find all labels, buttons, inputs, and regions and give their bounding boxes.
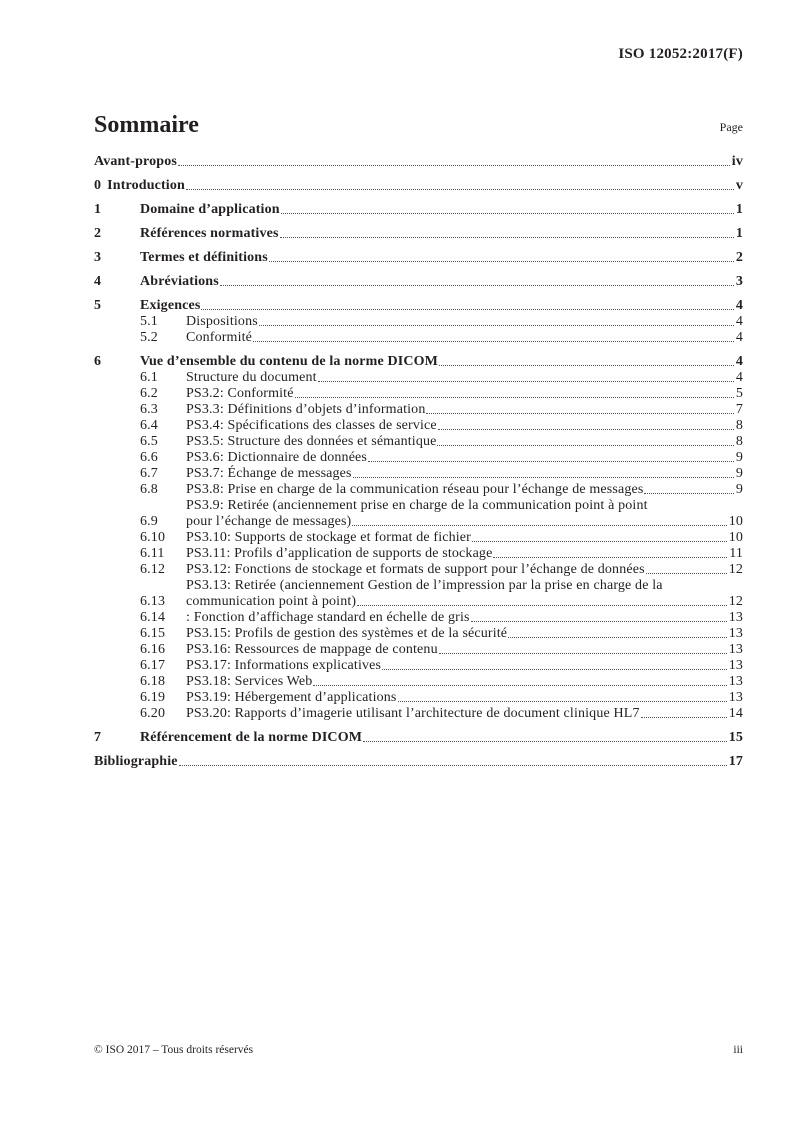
toc-entry-title: PS3.7: Échange de messages (186, 466, 352, 481)
toc-entry-page: iv (731, 154, 743, 169)
dot-leader (644, 493, 733, 494)
toc-entry-number: 6.12 (140, 562, 166, 577)
toc-entry-page: 13 (728, 610, 743, 625)
toc-entry[interactable] (94, 730, 743, 746)
toc-entry-number: 5 (94, 298, 102, 313)
toc-entry[interactable] (94, 434, 743, 450)
toc-entry-page: 11 (729, 546, 743, 561)
toc-entry[interactable] (94, 754, 743, 770)
page-number: iii (733, 1044, 743, 1056)
toc-entry[interactable] (94, 530, 743, 546)
toc-entry-number: 5.1 (140, 314, 158, 329)
toc-entry[interactable] (94, 402, 743, 418)
toc-entry-number: 6.1 (140, 370, 158, 385)
toc-entry[interactable] (94, 250, 743, 266)
toc-entry-page: 13 (728, 674, 743, 689)
toc-entry-number: 6.18 (140, 674, 166, 689)
toc-entry-page: 4 (735, 298, 743, 313)
dot-leader (438, 429, 734, 430)
toc-entry-number: 6.11 (140, 546, 165, 561)
page-title: Sommaire (94, 112, 199, 138)
toc-entry[interactable] (94, 706, 743, 722)
toc-entry-page: 13 (728, 658, 743, 673)
toc-entry-page: 5 (735, 386, 743, 401)
document-id: ISO 12052:2017(F) (618, 46, 743, 62)
toc-entry[interactable] (94, 642, 743, 658)
toc-entry-title: Avant-propos (94, 154, 177, 169)
toc-entry-number: 4 (94, 274, 102, 289)
dot-leader (179, 765, 727, 766)
toc-entry-page: 10 (728, 514, 743, 529)
toc-entry-title: PS3.9: Retirée (anciennement prise en charge de la communication point à point (186, 498, 648, 513)
toc-entry-number: 6.9 (140, 514, 158, 529)
toc-entry-page: 1 (735, 226, 743, 241)
toc-entry-title: Exigences (140, 298, 201, 313)
toc-entry-title: Vue d’ensemble du contenu de la norme DICOM (140, 354, 438, 369)
toc-entry-title: PS3.20: Rapports d’imagerie utilisant l’architecture de document clinique HL7 (186, 706, 640, 721)
toc-entry-number: 3 (94, 250, 102, 265)
footer (94, 1044, 743, 1056)
toc-entry-title: PS3.10: Supports de stockage et format de fichier (186, 530, 471, 545)
toc-entry-page: 10 (728, 530, 743, 545)
copyright: © ISO 2017 – Tous droits réservés (94, 1044, 254, 1056)
toc-entry-number: 6.6 (140, 450, 158, 465)
toc-entry-title: PS3.11: Profils d’application de supports de stockage (186, 546, 493, 561)
dot-leader (363, 741, 727, 742)
dot-leader (508, 637, 727, 638)
toc-entry-title: PS3.2: Conformité (186, 386, 294, 401)
table-of-contents (94, 154, 743, 770)
toc-entry-page: 8 (735, 434, 743, 449)
toc-entry-page: 4 (735, 354, 743, 369)
toc-entry-title: Bibliographie (94, 754, 178, 769)
dot-leader (368, 461, 734, 462)
toc-entry-number: 6.5 (140, 434, 158, 449)
toc-entry-number: 6.14 (140, 610, 166, 625)
dot-leader (357, 605, 726, 606)
toc-entry[interactable] (94, 690, 743, 706)
dot-leader (201, 309, 733, 310)
dot-leader (641, 717, 727, 718)
toc-entry-number: 6.2 (140, 386, 158, 401)
dot-leader (295, 397, 734, 398)
toc-entry-page: 15 (728, 730, 743, 745)
toc-entry[interactable] (94, 178, 743, 194)
toc-entry[interactable] (94, 610, 743, 626)
toc-entry-number: 6.8 (140, 482, 158, 497)
toc-entry-number: 6.10 (140, 530, 166, 545)
toc-entry-page: 1 (735, 202, 743, 217)
toc-entry[interactable] (94, 330, 743, 346)
dot-leader (472, 541, 727, 542)
dot-leader (471, 621, 727, 622)
toc-entry[interactable] (94, 546, 743, 562)
toc-entry-title: Référencement de la norme DICOM (140, 730, 363, 745)
toc-entry-page: 3 (735, 274, 743, 289)
toc-entry-title: PS3.6: Dictionnaire de données (186, 450, 368, 465)
toc-entry[interactable] (94, 626, 743, 642)
toc-entry-title: PS3.8: Prise en charge de la communication réseau pour l’échange de messages (186, 482, 644, 497)
toc-entry[interactable] (94, 298, 743, 314)
dot-leader (253, 341, 734, 342)
toc-entry[interactable] (94, 578, 743, 610)
dot-leader (259, 325, 734, 326)
toc-entry-number: 7 (94, 730, 102, 745)
toc-entry-title: Références normatives (140, 226, 279, 241)
toc-entry[interactable] (94, 354, 743, 370)
toc-entry-number: 6.16 (140, 642, 166, 657)
dot-leader (426, 413, 733, 414)
dot-leader (439, 653, 727, 654)
toc-entry-number: 6.17 (140, 658, 166, 673)
toc-entry-title-continued: communication point à point) (186, 594, 357, 609)
toc-entry-page: 13 (728, 626, 743, 641)
dot-leader (280, 237, 734, 238)
toc-entry-page: 4 (735, 370, 743, 385)
toc-entry-page: 9 (735, 450, 743, 465)
toc-entry-title: Termes et définitions (140, 250, 268, 265)
toc-entry-number: 5.2 (140, 330, 158, 345)
dot-leader (437, 445, 733, 446)
dot-leader (269, 261, 734, 262)
toc-entry-page: 14 (728, 706, 743, 721)
dot-leader (352, 525, 726, 526)
toc-entry[interactable] (94, 674, 743, 690)
toc-entry[interactable] (94, 450, 743, 466)
toc-entry-page: 13 (728, 642, 743, 657)
toc-entry[interactable] (94, 498, 743, 530)
page-column-label: Page (719, 120, 743, 134)
toc-entry-number: 6 (94, 354, 102, 369)
toc-entry[interactable] (94, 658, 743, 674)
toc-entry-page: 17 (728, 754, 743, 769)
toc-entry-number: 1 (94, 202, 102, 217)
toc-entry-page: 4 (735, 314, 743, 329)
toc-entry[interactable] (94, 202, 743, 218)
toc-entry-number: 6.7 (140, 466, 158, 481)
toc-entry[interactable] (94, 466, 743, 482)
toc-entry-title: PS3.13: Retirée (anciennement Gestion de l’impression par la prise en charge de la (186, 578, 663, 593)
toc-entry[interactable] (94, 562, 743, 578)
toc-entry-title: Conformité (186, 330, 253, 345)
toc-entry-title: PS3.19: Hébergement d’applications (186, 690, 397, 705)
toc-entry-title: PS3.5: Structure des données et sémantique (186, 434, 437, 449)
toc-entry-title: PS3.15: Profils de gestion des systèmes et de la sécurité (186, 626, 508, 641)
toc-entry-page: 9 (735, 466, 743, 481)
dot-leader (493, 557, 727, 558)
toc-entry-title-continued: pour l’échange de messages) (186, 514, 352, 529)
dot-leader (313, 685, 726, 686)
toc-entry-page: 8 (735, 418, 743, 433)
toc-entry-title: PS3.3: Définitions d’objets d’information (186, 402, 426, 417)
toc-entry[interactable] (94, 226, 743, 242)
dot-leader (398, 701, 727, 702)
dot-leader (382, 669, 727, 670)
toc-entry-number: 6.4 (140, 418, 158, 433)
toc-entry-title: PS3.12: Fonctions de stockage et formats de support pour l’échange de données (186, 562, 645, 577)
toc-entry[interactable] (94, 418, 743, 434)
dot-leader (318, 381, 734, 382)
toc-entry[interactable] (94, 154, 743, 170)
toc-entry-title: PS3.18: Services Web (186, 674, 313, 689)
toc-entry[interactable] (94, 314, 743, 330)
toc-entry[interactable] (94, 274, 743, 290)
toc-entry-page: v (735, 178, 743, 193)
toc-entry-title: Abréviations (140, 274, 219, 289)
toc-entry-number: 2 (94, 226, 102, 241)
toc-entry-page: 12 (728, 562, 743, 577)
toc-entry-title: Structure du document (186, 370, 317, 385)
dot-leader (281, 213, 734, 214)
toc-entry-title: PS3.4: Spécifications des classes de service (186, 418, 437, 433)
toc-entry-number: 6.15 (140, 626, 166, 641)
toc-entry-page: 13 (728, 690, 743, 705)
toc-entry-title: Introduction (107, 178, 185, 193)
toc-entry[interactable] (94, 482, 743, 498)
toc-entry-page: 9 (735, 482, 743, 497)
dot-leader (439, 365, 734, 366)
toc-entry-number: 6.13 (140, 594, 166, 609)
toc-entry-title: PS3.16: Ressources de mappage de contenu (186, 642, 438, 657)
dot-leader (220, 285, 734, 286)
toc-entry-number: 6.19 (140, 690, 166, 705)
dot-leader (353, 477, 734, 478)
toc-entry-number: 0 (94, 178, 102, 193)
dot-leader (646, 573, 727, 574)
toc-entry-number: 6.3 (140, 402, 158, 417)
toc-entry-title: Dispositions (186, 314, 258, 329)
toc-entry-number: 6.20 (140, 706, 166, 721)
toc-entry-page: 2 (735, 250, 743, 265)
toc-entry-page: 7 (735, 402, 743, 417)
toc-entry-page: 12 (728, 594, 743, 609)
toc-entry-title: Domaine d’application (140, 202, 280, 217)
toc-entry-page: 4 (735, 330, 743, 345)
dot-leader (186, 189, 734, 190)
toc-entry[interactable] (94, 386, 743, 402)
toc-entry-title: : Fonction d’affichage standard en échelle de gris (186, 610, 470, 625)
dot-leader (178, 165, 730, 166)
toc-entry-title: PS3.17: Informations explicatives (186, 658, 382, 673)
toc-entry[interactable] (94, 370, 743, 386)
